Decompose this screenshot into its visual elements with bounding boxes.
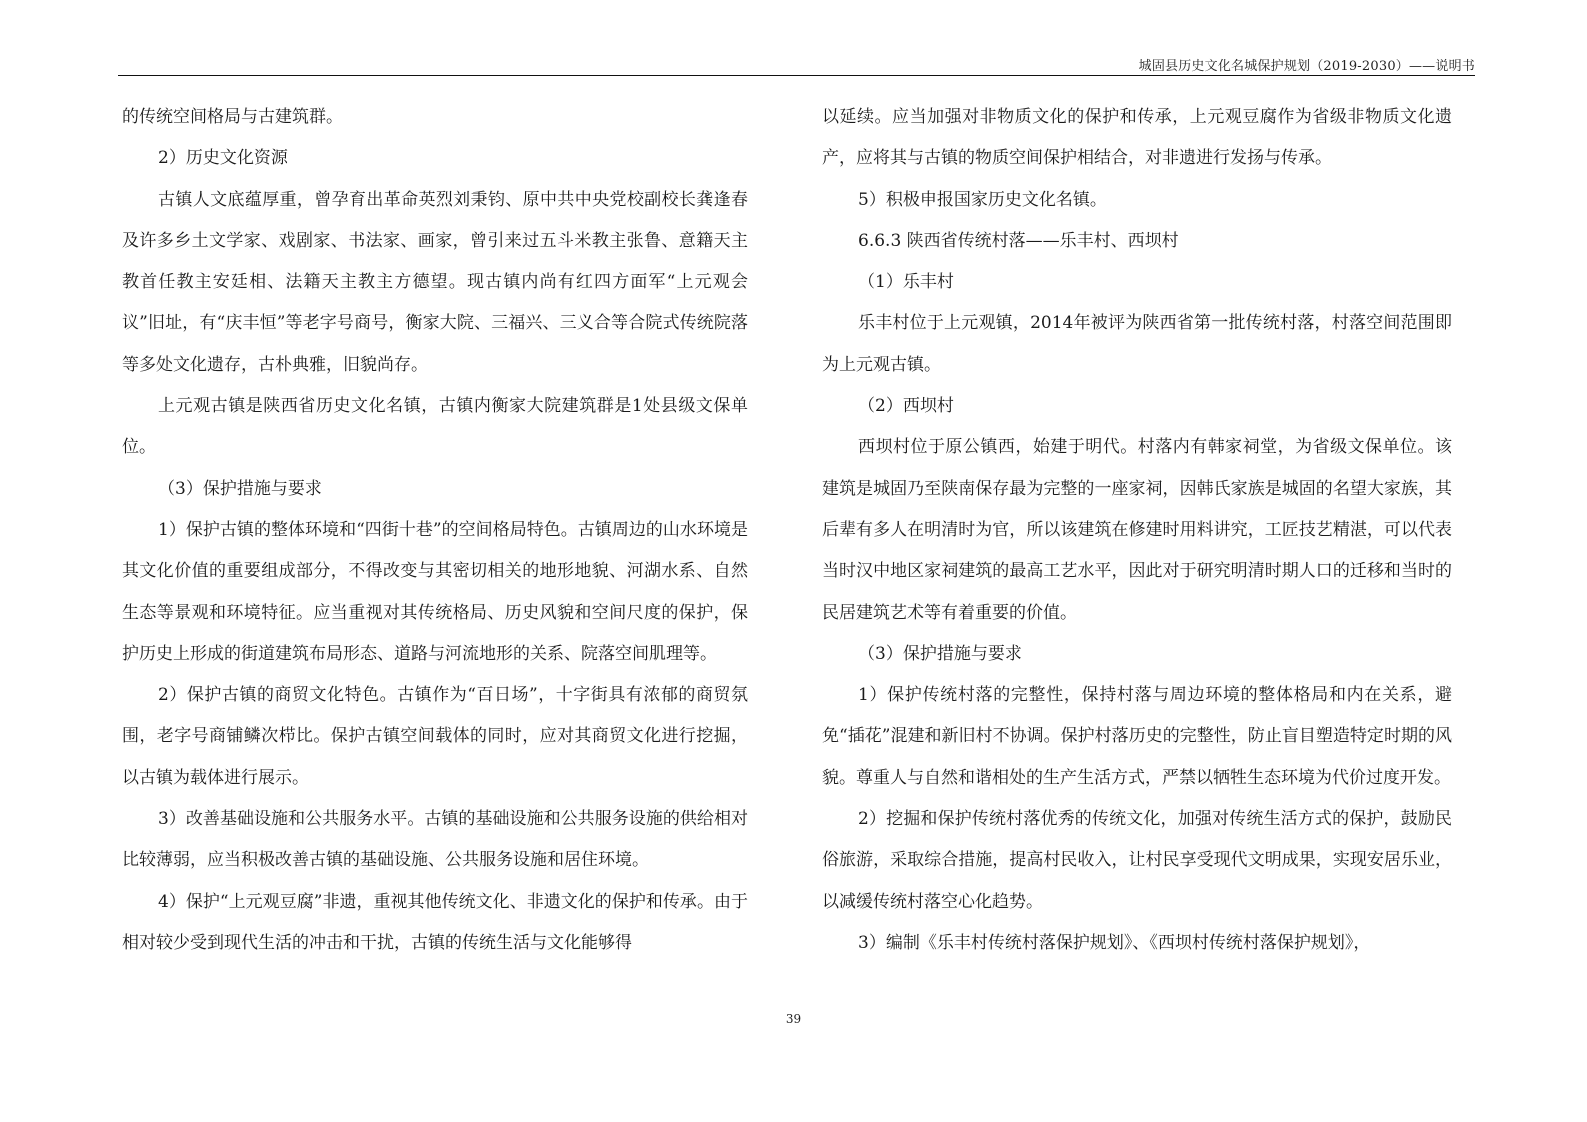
subheading: （2）西坝村 bbox=[858, 396, 954, 417]
paragraph: 的传统空间格局与古建筑群。 bbox=[122, 107, 343, 127]
paragraph: 乐丰村位于上元观镇，2014年被评为陕西省第一批传统村落，村落空间范围即为上元观古镇。 bbox=[822, 313, 1452, 375]
paragraph: 1）保护传统村落的完整性，保持村落与周边环境的整体格局和内在关系，避免“插花”混建和新旧村不协调。保护村落历史的完整性，防止盲目塑造特定时期的风貌。尊重人与自然和谐相处的生产生活方式，严禁以牺牲生态环境为代价过度开发。 bbox=[822, 685, 1452, 788]
subheading: （1）乐丰村 bbox=[858, 272, 954, 293]
right-text-column bbox=[822, 97, 1452, 964]
paragraph: 以延续。应当加强对非物质文化的保护和传承，上元观豆腐作为省级非物质文化遗产，应将其与古镇的物质空间保护相结合，对非遗进行发扬与传承。 bbox=[822, 107, 1452, 169]
paragraph: 3）改善基础设施和公共服务水平。古镇的基础设施和公共服务设施的供给相对比较薄弱，应当积极改善古镇的基础设施、公共服务设施和居住环境。 bbox=[122, 809, 748, 871]
subheading: （3）保护措施与要求 bbox=[858, 643, 1022, 664]
paragraph: 西坝村位于原公镇西，始建于明代。村落内有韩家祠堂，为省级文保单位。该建筑是城固乃至陕南保存最为完整的一座家祠，因韩氏家族是城固的名望大家族，其后辈有多人在明清时为官，所以该建筑在修建时用料讲究，工匠技艺精湛，可以代表当时汉中地区家祠建筑的最高工艺水平，因此对于研究明清时期人口的迁移和当时的民居建筑艺术等有着重要的价值。 bbox=[822, 437, 1452, 623]
paragraph: 2）挖掘和保护传统村落优秀的传统文化，加强对传统生活方式的保护，鼓励民俗旅游，采取综合措施，提高村民收入，让村民享受现代文明成果，实现安居乐业，以减缓传统村落空心化趋势。 bbox=[822, 809, 1452, 912]
paragraph: 4）保护“上元观豆腐”非遗，重视其他传统文化、非遗文化的保护和传承。由于相对较少受到现代生活的冲击和干扰，古镇的传统生活与文化能够得 bbox=[122, 891, 748, 953]
paragraph: 3）编制《乐丰村传统村落保护规划》、《西坝村传统村落保护规划》， bbox=[858, 932, 1371, 953]
section-heading: 6.6.3 陕西省传统村落——乐丰村、西坝村 bbox=[858, 230, 1179, 251]
document-header-title: 城固县历史文化名城保护规划（2019-2030）——说明书 bbox=[1138, 59, 1475, 74]
subheading: （3）保护措施与要求 bbox=[158, 478, 322, 499]
left-text-column bbox=[122, 97, 748, 964]
subheading: 2）历史文化资源 bbox=[158, 148, 288, 169]
paragraph: 古镇人文底蕴厚重，曾孕育出革命英烈刘秉钧、原中共中央党校副校长龚逢春及许多乡土文学家、戏剧家、书法家、画家，曾引来过五斗米教主张鲁、意籍天主教首任教主安廷相、法籍天主教主方德望。现古镇内尚有红四方面军“上元观会议”旧址，有“庆丰恒”等老字号商号，衡家大院、三福兴、三义合等合院式传统院落等多处文化遗存，古朴典雅，旧貌尚存。 bbox=[122, 189, 748, 375]
page-number: 39 bbox=[785, 1012, 802, 1026]
paragraph: 2）保护古镇的商贸文化特色。古镇作为“百日场”，十字街具有浓郁的商贸氛围，老字号商铺鳞次栉比。保护古镇空间载体的同时，应对其商贸文化进行挖掘，以古镇为载体进行展示。 bbox=[122, 685, 748, 788]
paragraph: 5）积极申报国家历史文化名镇。 bbox=[858, 189, 1107, 210]
paragraph: 1）保护古镇的整体环境和“四街十巷”的空间格局特色。古镇周边的山水环境是其文化价值的重要组成部分，不得改变与其密切相关的地形地貌、河湖水系、自然生态等景观和环境特征。应当重视对其传统格局、历史风貌和空间尺度的保护，保护历史上形成的街道建筑布局形态、道路与河流地形的关系、院落空间肌理等。 bbox=[122, 519, 748, 664]
paragraph: 上元观古镇是陕西省历史文化名镇，古镇内衡家大院建筑群是1处县级文保单位。 bbox=[122, 396, 748, 458]
header-divider bbox=[118, 75, 1475, 76]
